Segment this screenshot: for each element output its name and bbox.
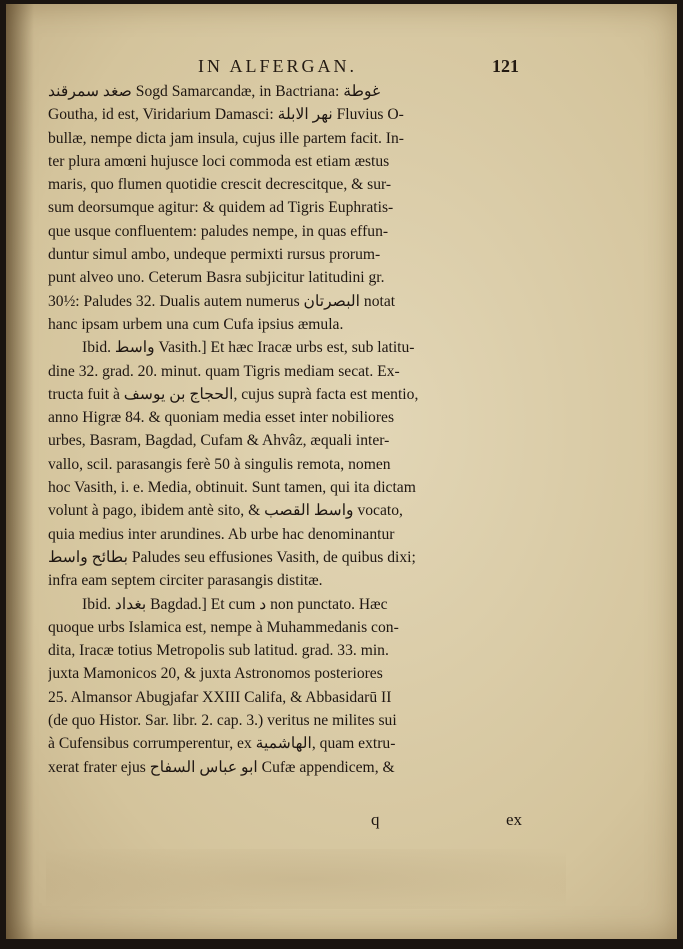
- text-line: duntur simul ambo, undeque permixti rursus prorum-: [48, 246, 381, 264]
- text-line: ter plura amœni hujusce loci commoda est etiam æstus: [48, 152, 390, 170]
- body-text: [48, 80, 536, 779]
- text-line: juxta Mamonicos 20, & juxta Astronomos posteriores: [48, 665, 383, 683]
- page-spine-shadow: [6, 4, 34, 939]
- text-line: anno Higræ 84. & quoniam media esset inter nobiliores: [48, 409, 395, 427]
- catchword: ex: [506, 810, 523, 829]
- text-line: que usque confluentem: paludes nempe, in quas effun-: [48, 222, 389, 240]
- page-footer: [6, 810, 677, 834]
- text-line: (de quo Histor. Sar. libr. 2. cap. 3.) veritus ne milites sui: [48, 712, 397, 730]
- paragraph-start-line: Ibid. بغداد Bagdad.] Et cum د non punctato. Hæc: [82, 595, 388, 613]
- text-line: 25. Almansor Abugjafar XXIII Califa, & Abbasidarū II: [48, 688, 392, 706]
- text-line: à Cufensibus corrumperentur, ex الهاشمية, quam extru-: [48, 735, 396, 753]
- text-line: بطائح واسط Paludes seu effusiones Vasith, de quibus dixi;: [48, 548, 416, 566]
- text-line: tructa fuit à الحجاج بن يوسف, cujus suprà facta est mentio,: [48, 385, 419, 403]
- text-line: vallo, scil. parasangis ferè 50 à singulis remota, nomen: [48, 455, 391, 473]
- signature-mark: q: [371, 810, 380, 829]
- text-line: infra eam septem circiter parasangis distitæ.: [48, 572, 323, 590]
- text-line: hoc Vasith, i. e. Media, obtinuit. Sunt tamen, qui ita dictam: [48, 479, 416, 497]
- text-line: صغد سمرقند Sogd Samarcandæ, in Bactriana: غوطة: [48, 83, 381, 100]
- text-line: dine 32. grad. 20. minut. quam Tigris mediam secat. Ex-: [48, 362, 400, 380]
- text-line: xerat frater ejus ابو عباس السفاح Cufæ appendicem, &: [48, 758, 395, 776]
- paper-stain: [46, 849, 566, 909]
- text-line: volunt à pago, ibidem antè sito, & واسط القصب vocato,: [48, 502, 403, 520]
- text-line: dita, Iracæ totius Metropolis sub latitud. grad. 33. min.: [48, 642, 389, 660]
- text-line: sum deorsumque agitur: & quidem ad Tigris Euphratis-: [48, 199, 394, 217]
- text-line: bullæ, nempe dicta jam insula, cujus ille partem facit. In-: [48, 129, 404, 147]
- text-line: punt alveo uno. Ceterum Basra subjicitur latitudini gr.: [48, 269, 385, 287]
- running-title: IN ALFERGAN.: [198, 56, 358, 76]
- text-line: quoque urbs Islamica est, nempe à Muhammedanis con-: [48, 618, 399, 636]
- text-line: maris, quo flumen quotidie crescit decrescitque, & sur-: [48, 176, 392, 194]
- paragraph-start-line: Ibid. واسط Vasith.] Et hæc Iracæ urbs est, sub latitu-: [82, 339, 415, 357]
- page-number: 121: [492, 56, 519, 76]
- text-line: hanc ipsam urbem una cum Cufa ipsius æmula.: [48, 315, 344, 333]
- page-header: [6, 56, 677, 82]
- book-page: [6, 4, 677, 939]
- text-line: urbes, Basram, Bagdad, Cufam & Ahvâz, æquali inter-: [48, 432, 390, 450]
- text-line: 30½: Paludes 32. Dualis autem numerus البصرتان notat: [48, 292, 396, 310]
- text-line: Goutha, id est, Viridarium Damasci: نهر الابلة Fluvius O-: [48, 106, 404, 124]
- text-line: quia medius inter arundines. Ab urbe hac denominantur: [48, 525, 395, 543]
